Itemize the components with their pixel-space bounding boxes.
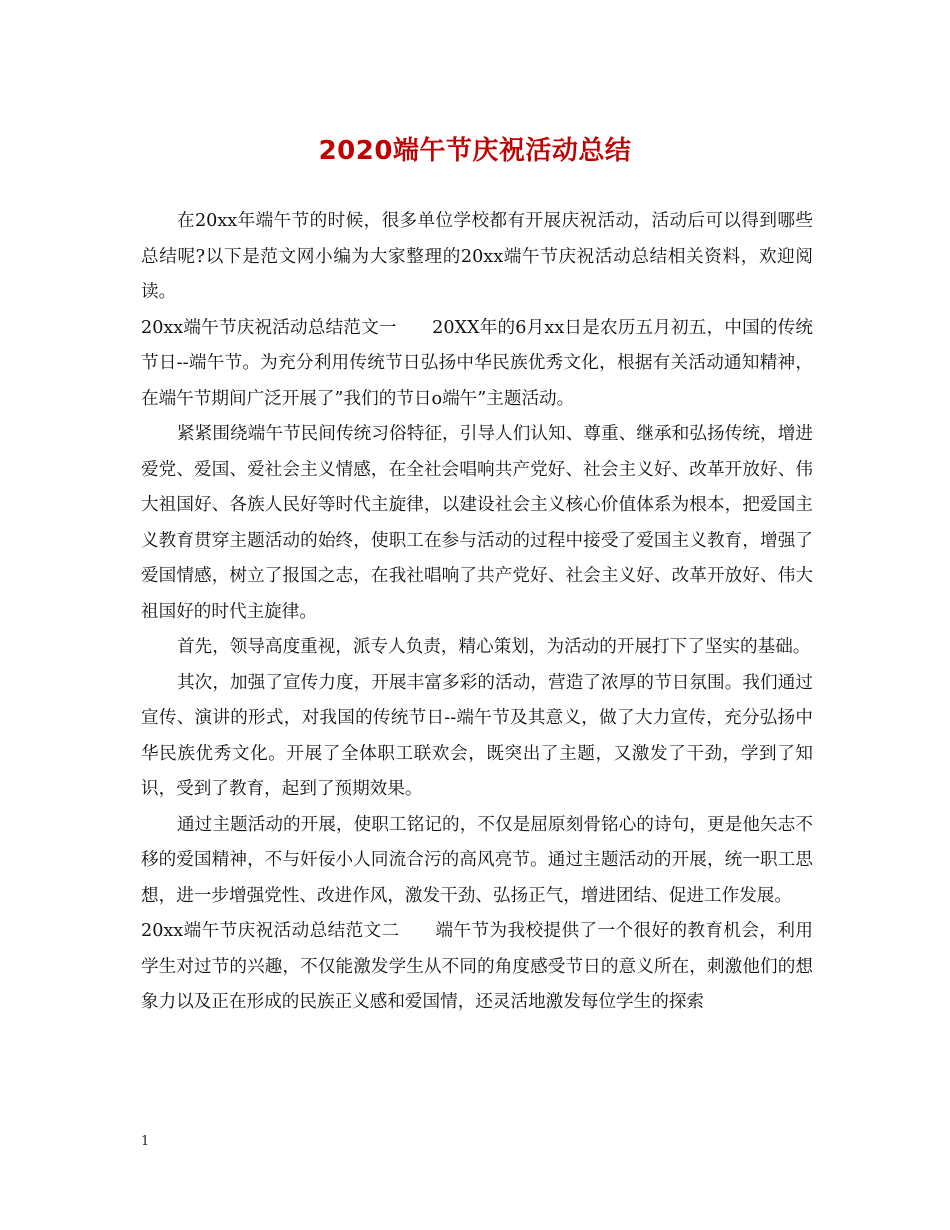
document-title: 2020端午节庆祝活动总结 [318,136,632,166]
document-body [141,204,813,1021]
body-paragraph: 其次，加强了宣传力度，开展丰富多彩的活动，营造了浓厚的节日氛围。我们通过宣传、演讲的形式，对我国的传统节日--端午节及其意义，做了大力宣传，充分弘扬中华民族优秀文化。开展了全体职工联欢会，既突出了主题，又激发了干劲，学到了知识，受到了教育，起到了预期效果。 [141,672,813,799]
sample-two-paragraph: 20xx端午节庆祝活动总结范文二 端午节为我校提供了一个很好的教育机会，利用学生对过节的兴趣，不仅能激发学生从不同的角度感受节日的意义所在，刺激他们的想象力以及正在形成的民族正义感和爱国情，还灵活地激发每位学生的探索 [141,921,813,1012]
page-number: 1 [141,1134,150,1149]
intro-paragraph: 在20xx年端午节的时候，很多单位学校都有开展庆祝活动，活动后可以得到哪些总结呢?以下是范文网小编为大家整理的20xx端午节庆祝活动总结相关资料，欢迎阅读。 [141,211,813,302]
body-paragraph: 紧紧围绕端午节民间传统习俗特征，引导人们认知、尊重、继承和弘扬传统，增进爱党、爱国、爱社会主义情感，在全社会唱响共产党好、社会主义好、改革开放好、伟大祖国好、各族人民好等时代主旋律，以建设社会主义核心价值体系为根本，把爱国主义教育贯穿主题活动的始终，使职工在参与活动的过程中接受了爱国主义教育，增强了爱国情感，树立了报国之志，在我社唱响了共产党好、社会主义好、改革开放好、伟大祖国好的时代主旋律。 [141,424,813,622]
body-paragraph: 首先，领导高度重视，派专人负责，精心策划，为活动的开展打下了坚实的基础。 [177,637,811,657]
sample-one-paragraph: 20xx端午节庆祝活动总结范文一 20XX年的6月xx日是农历五月初五，中国的传统节日--端午节。为充分利用传统节日弘扬中华民族优秀文化，根据有关活动通知精神，在端午节期间广泛开展了”我们的节日o端午”主题活动。 [141,317,813,409]
body-paragraph: 通过主题活动的开展，使职工铭记的，不仅是屈原刻骨铭心的诗句，更是他矢志不移的爱国精神，不与奸佞小人同流合污的高风亮节。通过主题活动的开展，统一职工思想，进一步增强党性、改进作风，激发干劲、弘扬正气，增进团结、促进工作发展。 [141,814,813,906]
